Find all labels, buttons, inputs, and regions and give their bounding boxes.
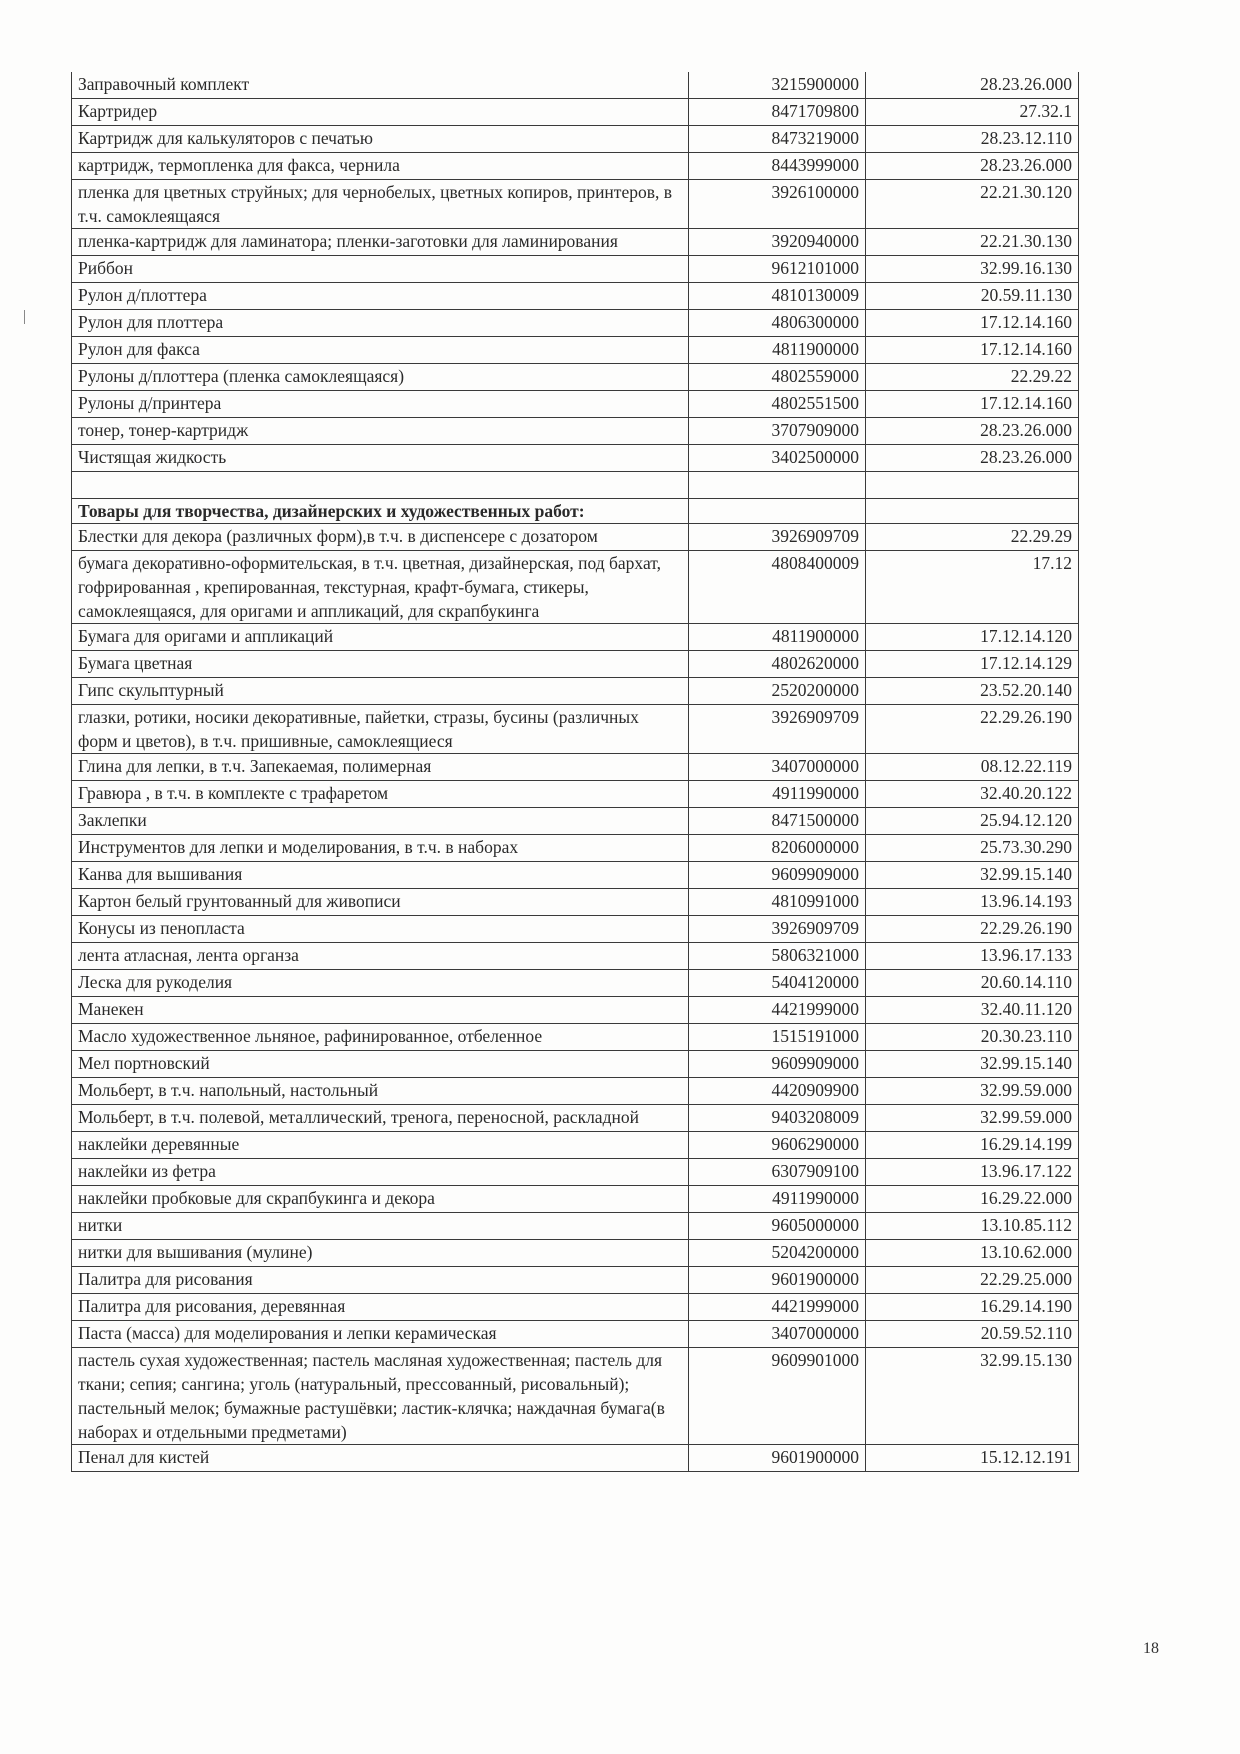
item-name-cell: пастель сухая художественная; пастель масляная художественная; пастель для ткани; сепия; сангина; уголь (натуральный, прессованный, рисовальный); пастельный мелок; бумажные растушёвки; ластик-клячка; наждачная бумага(в наборах и отдельными предметами) xyxy=(72,1348,689,1445)
table-row xyxy=(72,337,1079,364)
table-row xyxy=(72,943,1079,970)
okpd-code-cell: 32.99.59.000 xyxy=(866,1105,1079,1132)
item-name-cell: Риббон xyxy=(72,256,689,283)
table-row xyxy=(72,1213,1079,1240)
item-name-cell: Рулон д/плоттера xyxy=(72,283,689,310)
table-row xyxy=(72,705,1079,754)
okpd-code-cell: 20.60.14.110 xyxy=(866,970,1079,997)
table-row xyxy=(72,1267,1079,1294)
table-row xyxy=(72,1445,1079,1472)
table-row xyxy=(72,651,1079,678)
okpd-code-cell: 08.12.22.119 xyxy=(866,754,1079,781)
table-row xyxy=(72,153,1079,180)
okpd-code-cell: 28.23.26.000 xyxy=(866,72,1079,99)
tnved-code-cell: 3926909709 xyxy=(689,524,866,551)
item-name-cell: Мольберт, в т.ч. напольный, настольный xyxy=(72,1078,689,1105)
okpd-code-cell: 28.23.12.110 xyxy=(866,126,1079,153)
tnved-code-cell: 4420909900 xyxy=(689,1078,866,1105)
item-name-cell: Блестки для декора (различных форм),в т.ч. в диспенсере с дозатором xyxy=(72,524,689,551)
item-name-cell: глазки, ротики, носики декоративные, пайетки, стразы, бусины (различных форм и цветов), в т.ч. пришивные, самоклеящиеся xyxy=(72,705,689,754)
okpd-code-cell: 13.96.14.193 xyxy=(866,889,1079,916)
goods-table xyxy=(71,72,1079,1472)
table-row xyxy=(72,364,1079,391)
blank-row xyxy=(72,472,1079,499)
item-name-cell: Чистящая жидкость xyxy=(72,445,689,472)
table-row xyxy=(72,1321,1079,1348)
table-row xyxy=(72,1186,1079,1213)
tnved-code-cell: 4911990000 xyxy=(689,1186,866,1213)
table-row xyxy=(72,889,1079,916)
item-name-cell: Пенал для кистей xyxy=(72,1445,689,1472)
okpd-code-cell: 22.21.30.130 xyxy=(866,229,1079,256)
tnved-code-cell: 3407000000 xyxy=(689,1321,866,1348)
okpd-code-cell: 22.29.26.190 xyxy=(866,705,1079,754)
tnved-code-cell: 8471500000 xyxy=(689,808,866,835)
table-row xyxy=(72,1051,1079,1078)
okpd-code-cell: 28.23.26.000 xyxy=(866,153,1079,180)
okpd-code-cell: 27.32.1 xyxy=(866,99,1079,126)
tnved-code-cell: 8473219000 xyxy=(689,126,866,153)
table-row xyxy=(72,1240,1079,1267)
okpd-code-cell: 17.12.14.129 xyxy=(866,651,1079,678)
okpd-code-cell: 13.10.62.000 xyxy=(866,1240,1079,1267)
table-row xyxy=(72,72,1079,99)
tnved-code-cell: 3920940000 xyxy=(689,229,866,256)
okpd-code-cell: 20.30.23.110 xyxy=(866,1024,1079,1051)
tnved-code-cell: 2520200000 xyxy=(689,678,866,705)
item-name-cell: Картон белый грунтованный для живописи xyxy=(72,889,689,916)
table-row xyxy=(72,310,1079,337)
okpd-code-cell: 17.12.14.120 xyxy=(866,624,1079,651)
tnved-code-cell: 5204200000 xyxy=(689,1240,866,1267)
item-name-cell: бумага декоративно-оформительская, в т.ч. цветная, дизайнерская, под бархат, гофрированная , крепированная, текстурная, крафт-бумага, стикеры, самоклеящаяся, для оригами и аппликаций, для скрапбукинга xyxy=(72,551,689,624)
tnved-code-cell: 3707909000 xyxy=(689,418,866,445)
item-name-cell: нитки для вышивания (мулине) xyxy=(72,1240,689,1267)
table-row xyxy=(72,445,1079,472)
okpd-code-cell: 25.73.30.290 xyxy=(866,835,1079,862)
okpd-code-cell: 22.29.25.000 xyxy=(866,1267,1079,1294)
tnved-code-cell: 4808400009 xyxy=(689,551,866,624)
item-name-cell: нитки xyxy=(72,1213,689,1240)
table-row xyxy=(72,524,1079,551)
tnved-code-cell: 1515191000 xyxy=(689,1024,866,1051)
okpd-code-cell: 13.10.85.112 xyxy=(866,1213,1079,1240)
item-name-cell: Рулоны д/плоттера (пленка самоклеящаяся) xyxy=(72,364,689,391)
item-name-cell: Гравюра , в т.ч. в комплекте с трафаретом xyxy=(72,781,689,808)
scan-margin-mark xyxy=(24,310,25,324)
okpd-code-cell: 32.40.20.122 xyxy=(866,781,1079,808)
tnved-code-cell: 4806300000 xyxy=(689,310,866,337)
table-row xyxy=(72,997,1079,1024)
okpd-code-cell: 22.29.29 xyxy=(866,524,1079,551)
table-row xyxy=(72,808,1079,835)
tnved-code-cell: 4811900000 xyxy=(689,624,866,651)
table-row xyxy=(72,678,1079,705)
tnved-code-cell: 9601900000 xyxy=(689,1445,866,1472)
tnved-code-cell xyxy=(689,499,866,524)
okpd-code-cell: 13.96.17.122 xyxy=(866,1159,1079,1186)
okpd-code-cell: 32.99.15.140 xyxy=(866,862,1079,889)
tnved-code-cell: 3926909709 xyxy=(689,916,866,943)
tnved-code-cell: 3402500000 xyxy=(689,445,866,472)
okpd-code-cell: 32.99.16.130 xyxy=(866,256,1079,283)
item-name-cell: Канва для вышивания xyxy=(72,862,689,889)
tnved-code-cell: 9609901000 xyxy=(689,1348,866,1445)
table-row xyxy=(72,862,1079,889)
item-name-cell: Заправочный комплект xyxy=(72,72,689,99)
tnved-code-cell: 5806321000 xyxy=(689,943,866,970)
tnved-code-cell: 4421999000 xyxy=(689,997,866,1024)
item-name-cell: Масло художественное льняное, рафинированное, отбеленное xyxy=(72,1024,689,1051)
okpd-code-cell: 22.21.30.120 xyxy=(866,180,1079,229)
okpd-code-cell: 17.12.14.160 xyxy=(866,391,1079,418)
tnved-code-cell: 3926100000 xyxy=(689,180,866,229)
table-row xyxy=(72,1132,1079,1159)
table-row xyxy=(72,754,1079,781)
okpd-code-cell: 17.12 xyxy=(866,551,1079,624)
item-name-cell: Заклепки xyxy=(72,808,689,835)
tnved-code-cell: 4911990000 xyxy=(689,781,866,808)
tnved-code-cell: 9609909000 xyxy=(689,1051,866,1078)
table-row xyxy=(72,1078,1079,1105)
tnved-code-cell: 4802559000 xyxy=(689,364,866,391)
table-row xyxy=(72,1294,1079,1321)
item-name-cell: пленка для цветных струйных; для чернобелых, цветных копиров, принтеров, в т.ч. самоклеящаяся xyxy=(72,180,689,229)
table-row xyxy=(72,180,1079,229)
tnved-code-cell: 6307909100 xyxy=(689,1159,866,1186)
item-name-cell: Рулон для плоттера xyxy=(72,310,689,337)
item-name-cell xyxy=(72,472,689,499)
tnved-code-cell: 4810991000 xyxy=(689,889,866,916)
okpd-code-cell: 22.29.22 xyxy=(866,364,1079,391)
item-name-cell: лента атласная, лента органза xyxy=(72,943,689,970)
page-number: 18 xyxy=(1143,1640,1159,1657)
table-row xyxy=(72,99,1079,126)
okpd-code-cell: 32.99.15.130 xyxy=(866,1348,1079,1445)
okpd-code-cell: 28.23.26.000 xyxy=(866,445,1079,472)
item-name-cell: Глина для лепки, в т.ч. Запекаемая, полимерная xyxy=(72,754,689,781)
item-name-cell: Картридж для калькуляторов с печатью xyxy=(72,126,689,153)
tnved-code-cell: 3407000000 xyxy=(689,754,866,781)
item-name-cell: Конусы из пенопласта xyxy=(72,916,689,943)
tnved-code-cell: 4811900000 xyxy=(689,337,866,364)
item-name-cell: Бумага цветная xyxy=(72,651,689,678)
tnved-code-cell: 5404120000 xyxy=(689,970,866,997)
item-name-cell: картридж, термопленка для факса, чернила xyxy=(72,153,689,180)
tnved-code-cell: 9601900000 xyxy=(689,1267,866,1294)
tnved-code-cell: 3215900000 xyxy=(689,72,866,99)
item-name-cell: Рулоны д/принтера xyxy=(72,391,689,418)
okpd-code-cell: 20.59.11.130 xyxy=(866,283,1079,310)
okpd-code-cell: 20.59.52.110 xyxy=(866,1321,1079,1348)
table-row xyxy=(72,229,1079,256)
okpd-code-cell: 25.94.12.120 xyxy=(866,808,1079,835)
item-name-cell: Паста (масса) для моделирования и лепки керамическая xyxy=(72,1321,689,1348)
item-name-cell: тонер, тонер-картридж xyxy=(72,418,689,445)
table-row xyxy=(72,835,1079,862)
tnved-code-cell: 4802620000 xyxy=(689,651,866,678)
table-row xyxy=(72,551,1079,624)
item-name-cell: Бумага для оригами и аппликаций xyxy=(72,624,689,651)
okpd-code-cell: 32.99.15.140 xyxy=(866,1051,1079,1078)
item-name-cell: наклейки деревянные xyxy=(72,1132,689,1159)
okpd-code-cell: 23.52.20.140 xyxy=(866,678,1079,705)
table-row xyxy=(72,1348,1079,1445)
okpd-code-cell: 32.40.11.120 xyxy=(866,997,1079,1024)
item-name-cell: Гипс скульптурный xyxy=(72,678,689,705)
item-name-cell: пленка-картридж для ламинатора; пленки-заготовки для ламинирования xyxy=(72,229,689,256)
item-name-cell: Товары для творчества, дизайнерских и художественных работ: xyxy=(72,499,689,524)
okpd-code-cell: 16.29.14.199 xyxy=(866,1132,1079,1159)
okpd-code-cell: 13.96.17.133 xyxy=(866,943,1079,970)
tnved-code-cell: 8471709800 xyxy=(689,99,866,126)
okpd-code-cell: 17.12.14.160 xyxy=(866,310,1079,337)
tnved-code-cell xyxy=(689,472,866,499)
okpd-code-cell: 22.29.26.190 xyxy=(866,916,1079,943)
okpd-code-cell: 16.29.14.190 xyxy=(866,1294,1079,1321)
tnved-code-cell: 8443999000 xyxy=(689,153,866,180)
item-name-cell: Манекен xyxy=(72,997,689,1024)
table-row xyxy=(72,1105,1079,1132)
item-name-cell: Леска для рукоделия xyxy=(72,970,689,997)
item-name-cell: Мольберт, в т.ч. полевой, металлический, тренога, переносной, раскладной xyxy=(72,1105,689,1132)
tnved-code-cell: 9403208009 xyxy=(689,1105,866,1132)
tnved-code-cell: 4421999000 xyxy=(689,1294,866,1321)
table-row xyxy=(72,916,1079,943)
tnved-code-cell: 8206000000 xyxy=(689,835,866,862)
tnved-code-cell: 9605000000 xyxy=(689,1213,866,1240)
tnved-code-cell: 9609909000 xyxy=(689,862,866,889)
item-name-cell: наклейки из фетра xyxy=(72,1159,689,1186)
tnved-code-cell: 4810130009 xyxy=(689,283,866,310)
tnved-code-cell: 4802551500 xyxy=(689,391,866,418)
item-name-cell: наклейки пробковые для скрапбукинга и декора xyxy=(72,1186,689,1213)
item-name-cell: Инструментов для лепки и моделирования, в т.ч. в наборах xyxy=(72,835,689,862)
okpd-code-cell: 16.29.22.000 xyxy=(866,1186,1079,1213)
tnved-code-cell: 9612101000 xyxy=(689,256,866,283)
table-row xyxy=(72,283,1079,310)
okpd-code-cell: 17.12.14.160 xyxy=(866,337,1079,364)
okpd-code-cell: 15.12.12.191 xyxy=(866,1445,1079,1472)
goods-table-body xyxy=(72,72,1079,1472)
item-name-cell: Мел портновский xyxy=(72,1051,689,1078)
okpd-code-cell xyxy=(866,472,1079,499)
table-row xyxy=(72,1159,1079,1186)
item-name-cell: Палитра для рисования xyxy=(72,1267,689,1294)
table-row xyxy=(72,256,1079,283)
table-row xyxy=(72,391,1079,418)
tnved-code-cell: 9606290000 xyxy=(689,1132,866,1159)
item-name-cell: Рулон для факса xyxy=(72,337,689,364)
table-row xyxy=(72,970,1079,997)
table-row xyxy=(72,1024,1079,1051)
item-name-cell: Картридер xyxy=(72,99,689,126)
table-row xyxy=(72,781,1079,808)
item-name-cell: Палитра для рисования, деревянная xyxy=(72,1294,689,1321)
okpd-code-cell: 28.23.26.000 xyxy=(866,418,1079,445)
table-row xyxy=(72,418,1079,445)
okpd-code-cell: 32.99.59.000 xyxy=(866,1078,1079,1105)
table-row xyxy=(72,624,1079,651)
table-row xyxy=(72,126,1079,153)
section-header-row xyxy=(72,499,1079,524)
okpd-code-cell xyxy=(866,499,1079,524)
tnved-code-cell: 3926909709 xyxy=(689,705,866,754)
